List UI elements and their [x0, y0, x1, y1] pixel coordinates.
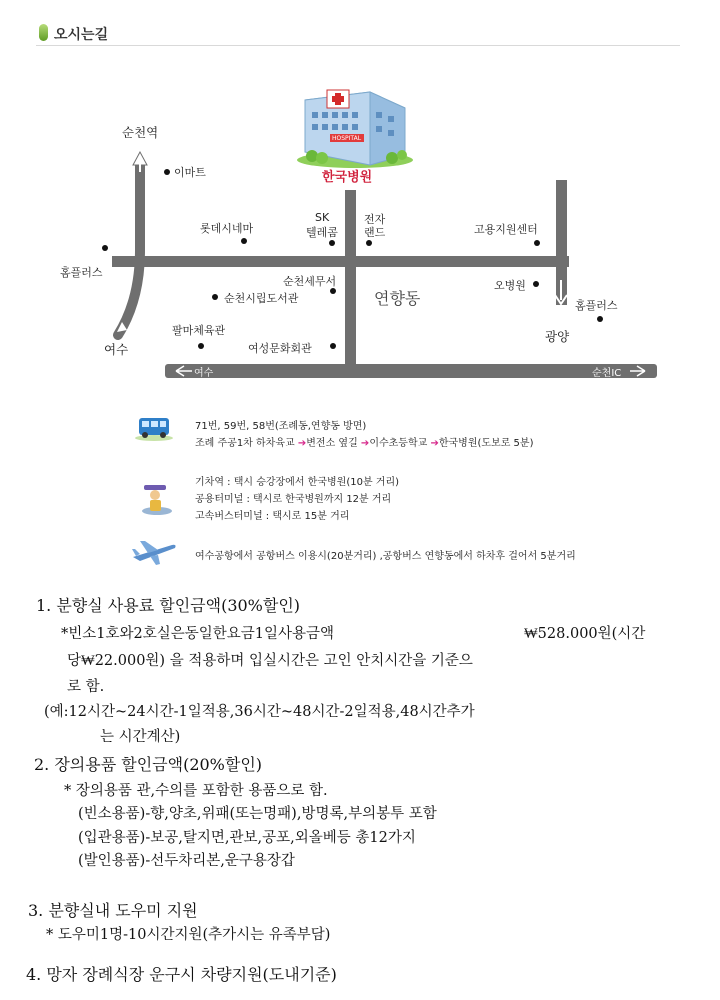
lotte-cinema-label: 롯데시네마 [200, 222, 254, 235]
taxi-line-1: 기차역 : 택시 승강장에서 한국병원(10분 거리) [195, 477, 400, 488]
route-arrow-icon: ➔ [430, 438, 439, 449]
section-2-line-4: (발인용품)-선두차리본,운구용장갑 [78, 853, 295, 869]
emart-dot [164, 169, 170, 175]
bus-icon [133, 414, 175, 442]
suncheon-ic-road-label: 순천IC [592, 368, 622, 379]
section-2-line-1: * 장의용품 관,수의를 포함한 용품으로 함. [64, 783, 328, 799]
plane-line: 여수공항에서 공항버스 이용시(20분거리) ,공항버스 연향동에서 하차후 걸어서 5분거리 [195, 551, 576, 562]
taxi-stand-icon [140, 480, 174, 516]
homeplus-right-dot [597, 316, 603, 322]
section-1-line-3: 로 함. [67, 679, 105, 695]
sk-telecom-label-1: SK [315, 211, 330, 224]
route-arrow-icon: ➔ [297, 438, 307, 449]
o-hospital-dot [533, 281, 539, 287]
jeonja-land-dot [366, 240, 372, 246]
bus-route-step-2: 이수초등학교 [369, 438, 428, 449]
left-road [118, 165, 140, 335]
suncheon-tax-dot [330, 288, 336, 294]
lotte-cinema-dot [241, 238, 247, 244]
section-2-line-2: (빈소용품)-향,양초,위패(또는명패),방명록,부의봉투 포함 [78, 806, 437, 822]
emart-label: 이마트 [174, 166, 206, 179]
employment-center-dot [534, 240, 540, 246]
homeplus-left-dot [102, 245, 108, 251]
hospital-sign: HOSPITAL [332, 135, 362, 142]
section-2-line-3: (입관용품)-보공,탈지면,관보,공포,외올베등 총12가지 [78, 830, 416, 846]
o-hospital-label: 오병원 [494, 279, 526, 292]
section-1-line-2: 당₩22.000원) 을 적용하며 입실시간은 고인 안치시간을 기준으 [67, 653, 473, 669]
jeonja-land-label-2: 랜드 [364, 226, 386, 239]
yeosu-left-label: 여수 [104, 342, 129, 357]
airplane-icon [130, 537, 178, 567]
section-1-line-1-amount: ₩528.000원(시간 [524, 626, 646, 642]
palma-gym-dot [198, 343, 204, 349]
palma-gym-label: 팔마체육관 [172, 324, 226, 337]
suncheon-station-label: 순천역 [122, 125, 159, 140]
suncheon-library-label: 순천시립도서관 [224, 292, 299, 305]
section-2-title: 2. 장의용품 할인금액(20%할인) [34, 755, 263, 774]
yeosu-road-label: 여수 [194, 368, 214, 379]
page-title: 오시는길 [54, 27, 109, 43]
section-4-title: 4. 망자 장례식장 운구시 차량지원(도내기준) [26, 965, 337, 984]
gwangyang-label: 광양 [545, 329, 570, 344]
main-horizontal-road [112, 256, 569, 267]
bus-route-start: 조례 주공1차 하차육교 [195, 438, 295, 449]
bus-route-step-1: 변전소 옆길 [306, 438, 358, 449]
womens-center-label: 여성문화회관 [248, 342, 312, 355]
womens-center-dot [330, 343, 336, 349]
taxi-line-3: 고속버스터미널 : 택시로 15분 거리 [195, 511, 350, 522]
hospital-building-icon [297, 90, 413, 168]
section-3-line-1: * 도우미1명-10시간지원(추가시는 유족부담) [46, 927, 331, 943]
section-1-title: 1. 분향실 사용료 할인금액(30%할인) [36, 596, 301, 615]
sk-telecom-label-2: 텔레콤 [306, 226, 338, 239]
location-map [0, 0, 720, 400]
homeplus-left-label: 홈플러스 [60, 266, 103, 279]
taxi-line-2: 공용터미널 : 택시로 한국병원까지 12분 거리 [195, 494, 392, 505]
yeonhyang-area-label: 연향동 [374, 289, 421, 308]
route-arrow-icon: ➔ [360, 438, 370, 449]
bus-route-step-3: 한국병원(도보로 5분) [438, 438, 534, 449]
library-dot [212, 294, 218, 300]
center-vertical-road [345, 190, 356, 368]
section-1-line-1: *빈소1호와2호실은동일한요금1일사용금액 [61, 626, 335, 642]
hospital-label: 한국병원 [322, 170, 373, 185]
section-1-line-4: (예:12시간~24시간-1일적용,36시간~48시간-2일적용,48시간추가 [44, 704, 475, 720]
section-3-title: 3. 분향실내 도우미 지원 [28, 901, 198, 920]
suncheon-tax-label: 순천세무서 [283, 275, 337, 288]
homeplus-right-label: 홈플러스 [575, 299, 618, 312]
employment-center-label: 고용지원센터 [474, 223, 538, 236]
bus-route [195, 434, 533, 449]
sk-telecom-dot [329, 240, 335, 246]
bus-line1: 71번, 59번, 58번(조례동,연향동 방면) [195, 421, 367, 432]
bottom-road [165, 364, 657, 378]
jeonja-land-label-1: 전자 [364, 213, 386, 226]
section-1-line-5: 는 시간계산) [100, 729, 181, 745]
